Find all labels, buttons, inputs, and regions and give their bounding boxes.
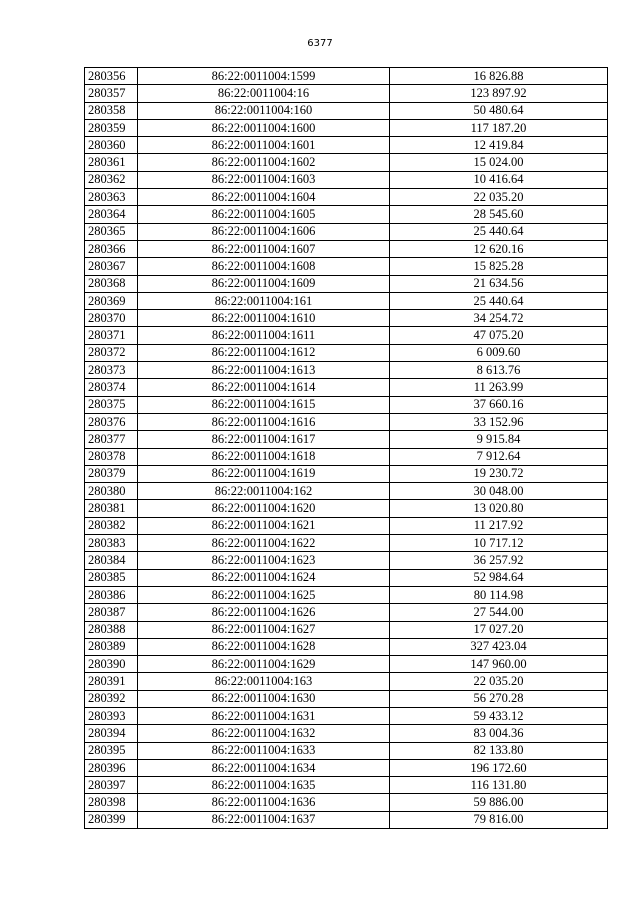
- cadastral-number-cell: 86:22:0011004:1608: [138, 258, 390, 275]
- table-row: [85, 794, 608, 811]
- cadastral-number-cell: 86:22:0011004:161: [138, 292, 390, 309]
- cadastral-value-cell: 25 440.64: [390, 292, 608, 309]
- cadastral-value-cell: 10 717.12: [390, 535, 608, 552]
- row-id-cell: 280385: [85, 569, 138, 586]
- row-id-cell: 280382: [85, 517, 138, 534]
- table-row: [85, 465, 608, 482]
- table-row: [85, 413, 608, 430]
- row-id-cell: 280367: [85, 258, 138, 275]
- cadastral-number-cell: 86:22:0011004:160: [138, 102, 390, 119]
- row-id-cell: 280356: [85, 68, 138, 85]
- table-row: [85, 448, 608, 465]
- cadastral-value-cell: 30 048.00: [390, 483, 608, 500]
- row-id-cell: 280368: [85, 275, 138, 292]
- row-id-cell: 280399: [85, 811, 138, 828]
- cadastral-value-cell: 36 257.92: [390, 552, 608, 569]
- cadastral-number-cell: 86:22:0011004:1614: [138, 379, 390, 396]
- table-row: [85, 811, 608, 828]
- table-row: [85, 85, 608, 102]
- row-id-cell: 280376: [85, 413, 138, 430]
- cadastral-number-cell: 86:22:0011004:1612: [138, 344, 390, 361]
- cadastral-value-cell: 25 440.64: [390, 223, 608, 240]
- cadastral-number-cell: 86:22:0011004:1635: [138, 777, 390, 794]
- cadastral-value-cell: 327 423.04: [390, 638, 608, 655]
- table-row: [85, 119, 608, 136]
- cadastral-value-cell: 83 004.36: [390, 725, 608, 742]
- table-row: [85, 275, 608, 292]
- table-row: [85, 742, 608, 759]
- row-id-cell: 280378: [85, 448, 138, 465]
- cadastral-number-cell: 86:22:0011004:1617: [138, 431, 390, 448]
- row-id-cell: 280394: [85, 725, 138, 742]
- table-row: [85, 621, 608, 638]
- cadastral-value-cell: 22 035.20: [390, 673, 608, 690]
- cadastral-number-cell: 86:22:0011004:1629: [138, 656, 390, 673]
- table-row: [85, 137, 608, 154]
- row-id-cell: 280380: [85, 483, 138, 500]
- cadastral-value-cell: 80 114.98: [390, 586, 608, 603]
- cadastral-number-cell: 86:22:0011004:1628: [138, 638, 390, 655]
- cadastral-value-cell: 117 187.20: [390, 119, 608, 136]
- cadastral-number-cell: 86:22:0011004:1611: [138, 327, 390, 344]
- cadastral-value-cell: 59 886.00: [390, 794, 608, 811]
- cadastral-number-cell: 86:22:0011004:1603: [138, 171, 390, 188]
- table-row: [85, 431, 608, 448]
- row-id-cell: 280374: [85, 379, 138, 396]
- cadastral-value-cell: 147 960.00: [390, 656, 608, 673]
- table-row: [85, 327, 608, 344]
- cadastral-number-cell: 86:22:0011004:1602: [138, 154, 390, 171]
- table-row: [85, 310, 608, 327]
- cadastral-number-cell: 86:22:0011004:1620: [138, 500, 390, 517]
- table-row: [85, 656, 608, 673]
- cadastral-number-cell: 86:22:0011004:1636: [138, 794, 390, 811]
- cadastral-value-cell: 82 133.80: [390, 742, 608, 759]
- table-row: [85, 189, 608, 206]
- cadastral-number-cell: 86:22:0011004:1631: [138, 707, 390, 724]
- cadastral-number-cell: 86:22:0011004:1633: [138, 742, 390, 759]
- table-row: [85, 638, 608, 655]
- cadastral-number-cell: 86:22:0011004:163: [138, 673, 390, 690]
- cadastral-number-cell: 86:22:0011004:1613: [138, 362, 390, 379]
- table-row: [85, 517, 608, 534]
- table-row: [85, 777, 608, 794]
- row-id-cell: 280366: [85, 240, 138, 257]
- row-id-cell: 280363: [85, 189, 138, 206]
- row-id-cell: 280375: [85, 396, 138, 413]
- cadastral-value-cell: 79 816.00: [390, 811, 608, 828]
- cadastral-value-cell: 27 544.00: [390, 604, 608, 621]
- row-id-cell: 280392: [85, 690, 138, 707]
- table-row: [85, 604, 608, 621]
- cadastral-value-table: [84, 67, 608, 829]
- table-row: [85, 483, 608, 500]
- cadastral-value-cell: 59 433.12: [390, 707, 608, 724]
- cadastral-number-cell: 86:22:0011004:1607: [138, 240, 390, 257]
- row-id-cell: 280396: [85, 759, 138, 776]
- cadastral-number-cell: 86:22:0011004:1630: [138, 690, 390, 707]
- cadastral-number-cell: 86:22:0011004:1600: [138, 119, 390, 136]
- cadastral-number-cell: 86:22:0011004:162: [138, 483, 390, 500]
- row-id-cell: 280359: [85, 119, 138, 136]
- table-row: [85, 68, 608, 85]
- row-id-cell: 280360: [85, 137, 138, 154]
- row-id-cell: 280389: [85, 638, 138, 655]
- cadastral-value-cell: 7 912.64: [390, 448, 608, 465]
- cadastral-value-cell: 37 660.16: [390, 396, 608, 413]
- row-id-cell: 280373: [85, 362, 138, 379]
- table-row: [85, 759, 608, 776]
- cadastral-value-cell: 196 172.60: [390, 759, 608, 776]
- cadastral-value-cell: 52 984.64: [390, 569, 608, 586]
- table-row: [85, 690, 608, 707]
- cadastral-value-cell: 8 613.76: [390, 362, 608, 379]
- cadastral-number-cell: 86:22:0011004:1627: [138, 621, 390, 638]
- table-row: [85, 292, 608, 309]
- row-id-cell: 280381: [85, 500, 138, 517]
- row-id-cell: 280397: [85, 777, 138, 794]
- cadastral-value-cell: 6 009.60: [390, 344, 608, 361]
- table-row: [85, 206, 608, 223]
- row-id-cell: 280379: [85, 465, 138, 482]
- table-row: [85, 258, 608, 275]
- table-row: [85, 569, 608, 586]
- cadastral-value-cell: 10 416.64: [390, 171, 608, 188]
- cadastral-value-cell: 33 152.96: [390, 413, 608, 430]
- cadastral-number-cell: 86:22:0011004:1609: [138, 275, 390, 292]
- cadastral-number-cell: 86:22:0011004:1618: [138, 448, 390, 465]
- row-id-cell: 280371: [85, 327, 138, 344]
- cadastral-value-cell: 56 270.28: [390, 690, 608, 707]
- cadastral-value-cell: 13 020.80: [390, 500, 608, 517]
- row-id-cell: 280358: [85, 102, 138, 119]
- row-id-cell: 280386: [85, 586, 138, 603]
- cadastral-number-cell: 86:22:0011004:1619: [138, 465, 390, 482]
- cadastral-number-cell: 86:22:0011004:1616: [138, 413, 390, 430]
- table-row: [85, 379, 608, 396]
- cadastral-number-cell: 86:22:0011004:1599: [138, 68, 390, 85]
- table-row: [85, 396, 608, 413]
- row-id-cell: 280369: [85, 292, 138, 309]
- table-row: [85, 552, 608, 569]
- row-id-cell: 280383: [85, 535, 138, 552]
- cadastral-number-cell: 86:22:0011004:1610: [138, 310, 390, 327]
- cadastral-number-cell: 86:22:0011004:16: [138, 85, 390, 102]
- table-body: [85, 68, 608, 829]
- table-row: [85, 223, 608, 240]
- cadastral-number-cell: 86:22:0011004:1624: [138, 569, 390, 586]
- cadastral-value-cell: 11 217.92: [390, 517, 608, 534]
- cadastral-value-cell: 17 027.20: [390, 621, 608, 638]
- table-row: [85, 344, 608, 361]
- cadastral-number-cell: 86:22:0011004:1606: [138, 223, 390, 240]
- table-row: [85, 707, 608, 724]
- row-id-cell: 280395: [85, 742, 138, 759]
- cadastral-value-cell: 11 263.99: [390, 379, 608, 396]
- cadastral-number-cell: 86:22:0011004:1634: [138, 759, 390, 776]
- table-row: [85, 171, 608, 188]
- row-id-cell: 280393: [85, 707, 138, 724]
- row-id-cell: 280361: [85, 154, 138, 171]
- row-id-cell: 280387: [85, 604, 138, 621]
- cadastral-number-cell: 86:22:0011004:1604: [138, 189, 390, 206]
- table-row: [85, 154, 608, 171]
- page-number: 6377: [307, 38, 333, 49]
- cadastral-number-cell: 86:22:0011004:1622: [138, 535, 390, 552]
- cadastral-number-cell: 86:22:0011004:1632: [138, 725, 390, 742]
- cadastral-value-cell: 47 075.20: [390, 327, 608, 344]
- row-id-cell: 280398: [85, 794, 138, 811]
- table-row: [85, 725, 608, 742]
- table-row: [85, 240, 608, 257]
- cadastral-number-cell: 86:22:0011004:1626: [138, 604, 390, 621]
- cadastral-value-cell: 12 620.16: [390, 240, 608, 257]
- cadastral-value-cell: 21 634.56: [390, 275, 608, 292]
- cadastral-value-cell: 12 419.84: [390, 137, 608, 154]
- cadastral-number-cell: 86:22:0011004:1601: [138, 137, 390, 154]
- row-id-cell: 280370: [85, 310, 138, 327]
- cadastral-value-cell: 15 024.00: [390, 154, 608, 171]
- table-row: [85, 535, 608, 552]
- cadastral-value-cell: 28 545.60: [390, 206, 608, 223]
- table-row: [85, 500, 608, 517]
- cadastral-value-cell: 116 131.80: [390, 777, 608, 794]
- cadastral-value-cell: 19 230.72: [390, 465, 608, 482]
- cadastral-value-cell: 15 825.28: [390, 258, 608, 275]
- table-row: [85, 102, 608, 119]
- cadastral-number-cell: 86:22:0011004:1625: [138, 586, 390, 603]
- row-id-cell: 280384: [85, 552, 138, 569]
- row-id-cell: 280390: [85, 656, 138, 673]
- table-row: [85, 586, 608, 603]
- cadastral-value-cell: 50 480.64: [390, 102, 608, 119]
- row-id-cell: 280365: [85, 223, 138, 240]
- table-row: [85, 673, 608, 690]
- cadastral-value-cell: 123 897.92: [390, 85, 608, 102]
- row-id-cell: 280377: [85, 431, 138, 448]
- row-id-cell: 280372: [85, 344, 138, 361]
- cadastral-value-cell: 16 826.88: [390, 68, 608, 85]
- cadastral-number-cell: 86:22:0011004:1623: [138, 552, 390, 569]
- table-row: [85, 362, 608, 379]
- row-id-cell: 280362: [85, 171, 138, 188]
- cadastral-value-cell: 34 254.72: [390, 310, 608, 327]
- cadastral-number-cell: 86:22:0011004:1637: [138, 811, 390, 828]
- row-id-cell: 280388: [85, 621, 138, 638]
- row-id-cell: 280357: [85, 85, 138, 102]
- row-id-cell: 280364: [85, 206, 138, 223]
- cadastral-number-cell: 86:22:0011004:1621: [138, 517, 390, 534]
- cadastral-value-cell: 9 915.84: [390, 431, 608, 448]
- cadastral-value-cell: 22 035.20: [390, 189, 608, 206]
- row-id-cell: 280391: [85, 673, 138, 690]
- cadastral-number-cell: 86:22:0011004:1605: [138, 206, 390, 223]
- cadastral-number-cell: 86:22:0011004:1615: [138, 396, 390, 413]
